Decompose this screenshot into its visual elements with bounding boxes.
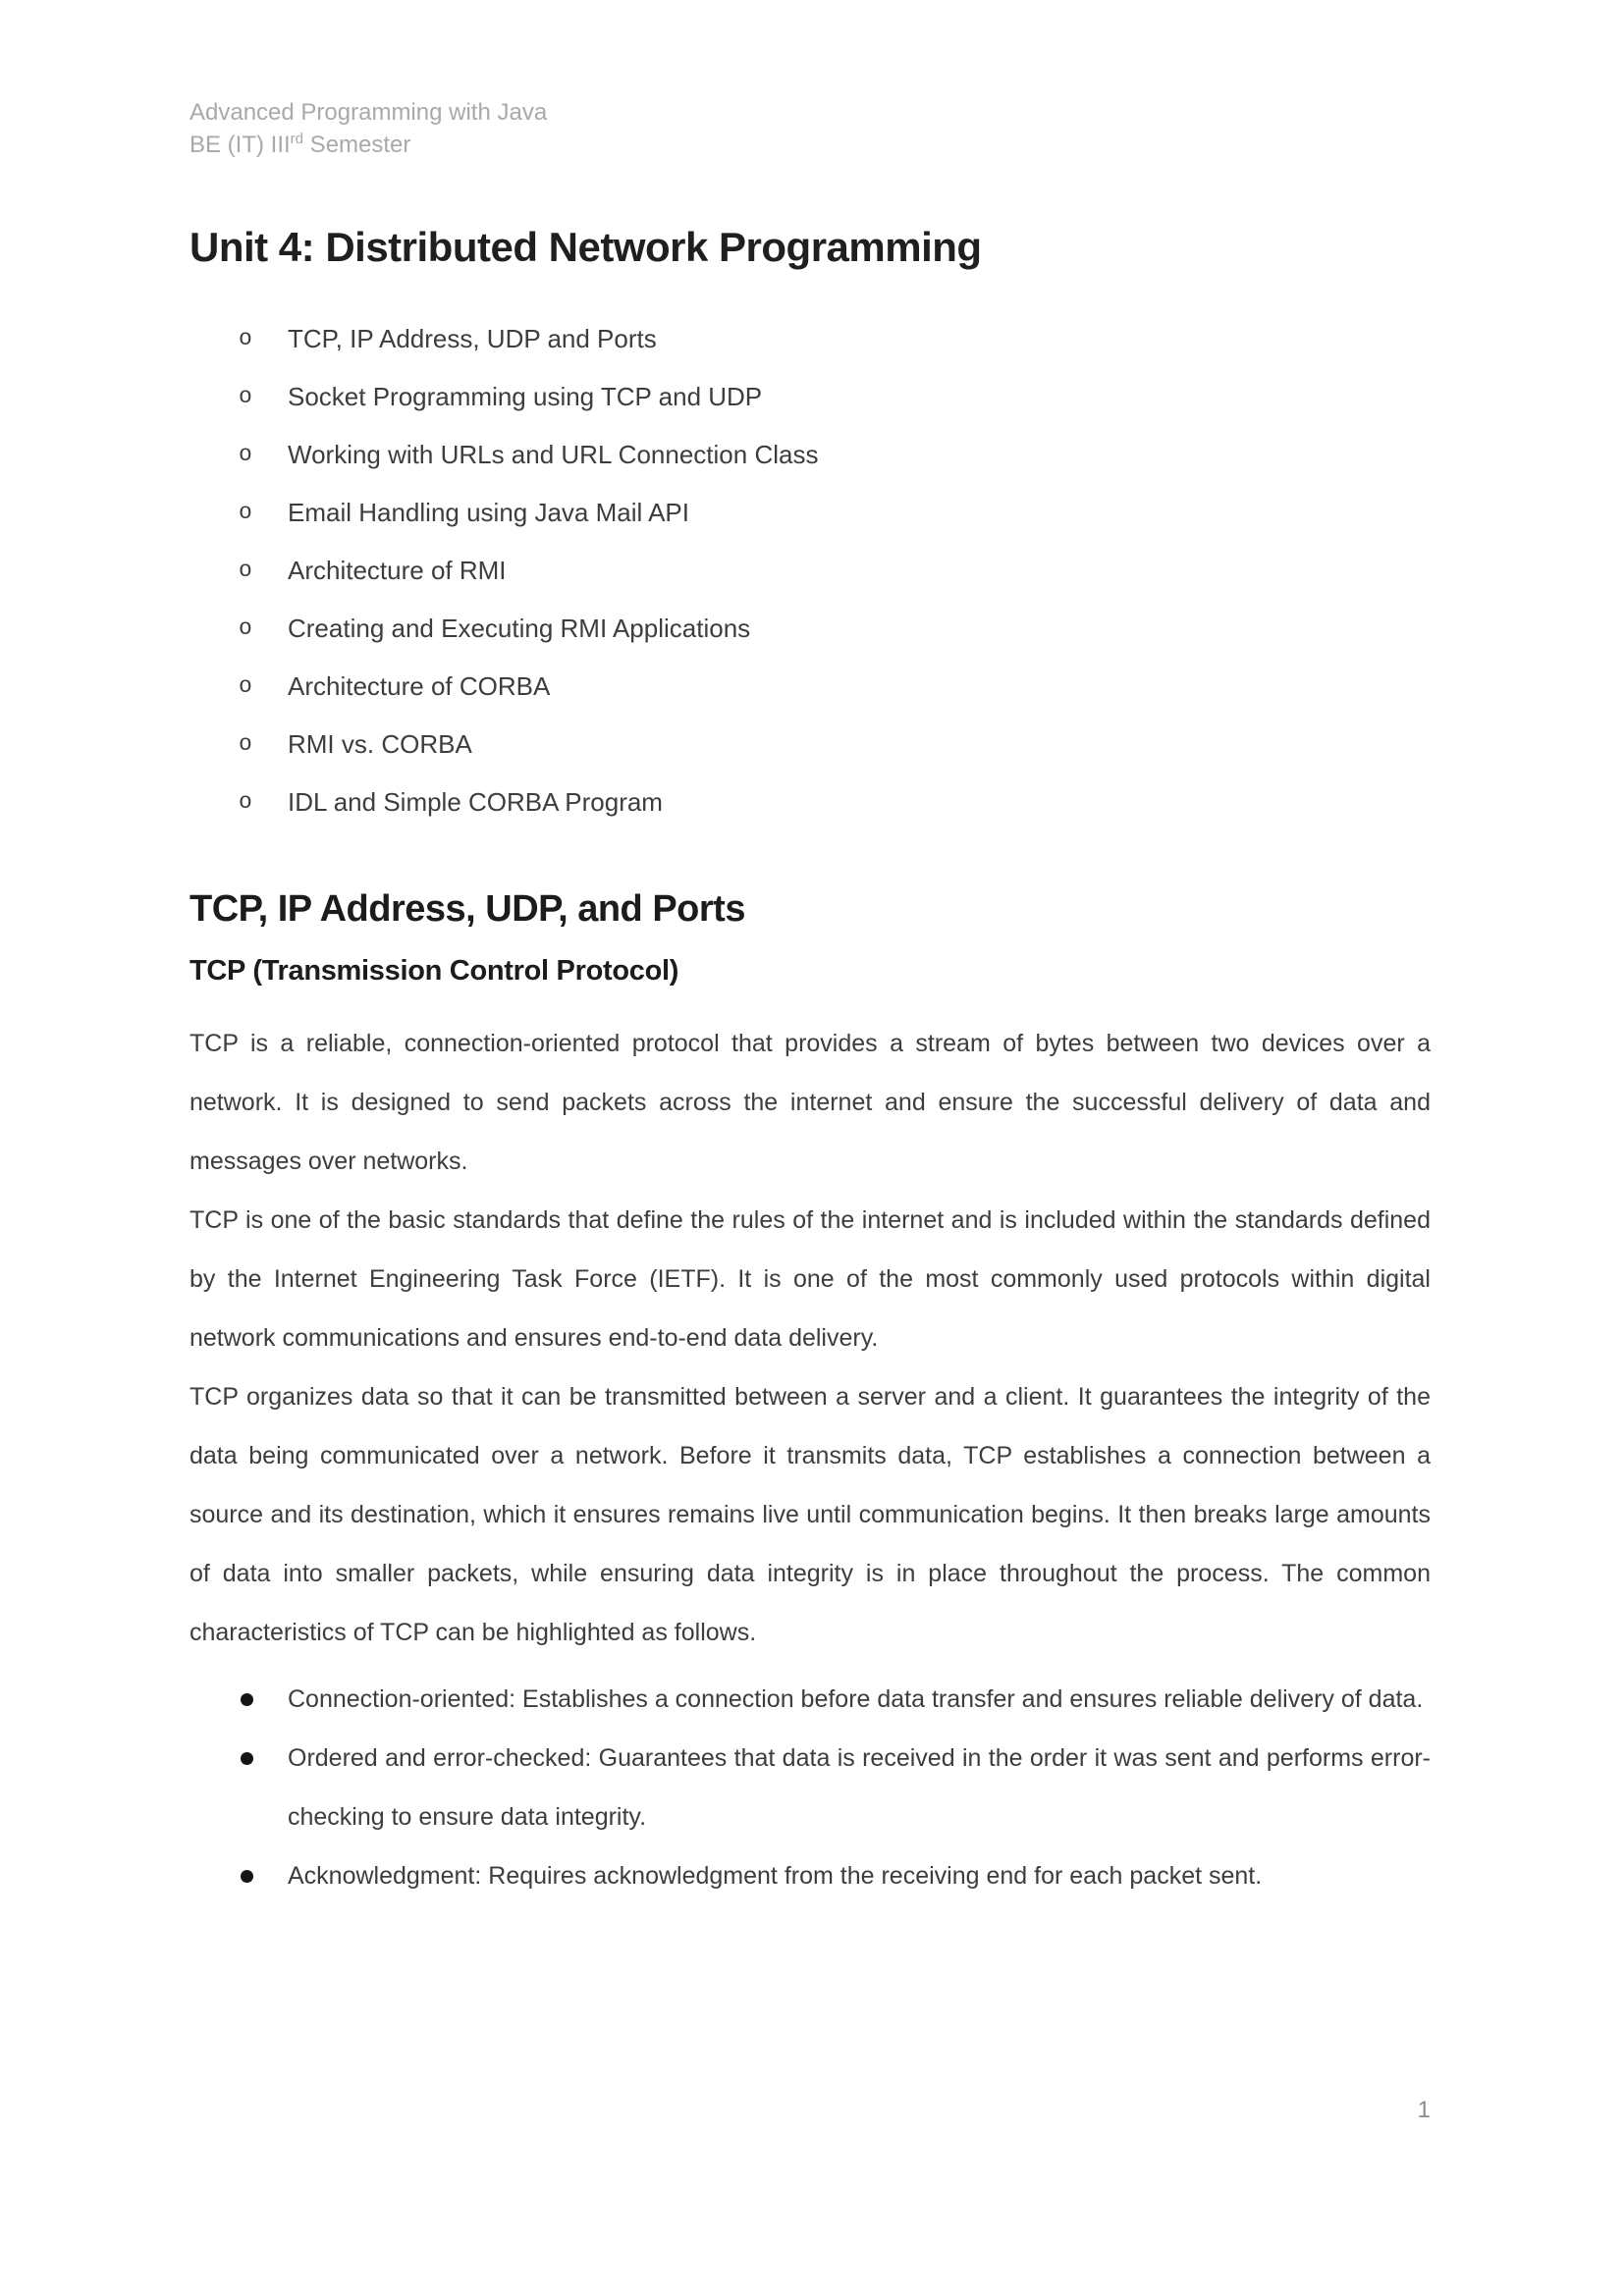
topic-list-item-label: Email Handling using Java Mail API bbox=[288, 498, 689, 527]
topic-list-item bbox=[189, 484, 1431, 542]
bullet-list-item-label: Acknowledgment: Requires acknowledgment from the receiving end for each packet sent. bbox=[288, 1862, 1263, 1890]
topic-list-item-label: Architecture of CORBA bbox=[288, 671, 551, 701]
topic-list-item bbox=[189, 368, 1431, 426]
topic-list-item-label: Working with URLs and URL Connection Class bbox=[288, 440, 819, 469]
circle-bullet-marker: o bbox=[239, 442, 252, 467]
semester-rest: Semester bbox=[303, 132, 411, 158]
section-subheading: TCP (Transmission Control Protocol) bbox=[189, 955, 679, 987]
section-body bbox=[189, 1014, 1431, 1662]
topic-list-item bbox=[189, 426, 1431, 484]
characteristics-list bbox=[189, 1670, 1431, 1905]
circle-bullet-marker: o bbox=[239, 673, 252, 699]
topic-list-item-label: Socket Programming using TCP and UDP bbox=[288, 382, 763, 411]
disc-bullet-marker bbox=[241, 1693, 253, 1706]
bullet-list-item bbox=[189, 1846, 1431, 1905]
topic-list bbox=[189, 310, 1431, 831]
section-heading: TCP, IP Address, UDP, and Ports bbox=[189, 888, 745, 930]
semester-line bbox=[189, 129, 1431, 161]
disc-bullet-marker bbox=[241, 1870, 253, 1883]
circle-bullet-marker: o bbox=[239, 558, 252, 583]
topic-list-item bbox=[189, 774, 1431, 831]
page-header bbox=[189, 96, 1431, 161]
topic-list-item bbox=[189, 310, 1431, 368]
semester-base: BE (IT) III bbox=[189, 132, 291, 158]
topic-list-item bbox=[189, 658, 1431, 716]
circle-bullet-marker: o bbox=[239, 789, 252, 815]
circle-bullet-marker: o bbox=[239, 500, 252, 525]
circle-bullet-marker: o bbox=[239, 615, 252, 641]
semester-superscript: rd bbox=[290, 131, 304, 147]
bullet-list-item bbox=[189, 1670, 1431, 1729]
topic-list-item-label: Architecture of RMI bbox=[288, 556, 507, 585]
circle-bullet-marker: o bbox=[239, 326, 252, 351]
topic-list-item-label: Creating and Executing RMI Applications bbox=[288, 614, 751, 643]
topic-list-item-label: RMI vs. CORBA bbox=[288, 729, 472, 759]
bullet-list-item bbox=[189, 1729, 1431, 1846]
body-paragraph: TCP is one of the basic standards that define the rules of the internet and is included within the standards defined by the Internet Engineering Task Force (IETF). It is one of the most commonly used protocols within digital network communications and ensures end-to-end data delivery. bbox=[189, 1206, 1431, 1352]
bullet-list-item-label: Ordered and error-checked: Guarantees that data is received in the order it was sent and performs error-checking to ensure data integrity. bbox=[288, 1744, 1431, 1831]
body-paragraph: TCP organizes data so that it can be transmitted between a server and a client. It guarantees the integrity of the data being communicated over a network. Before it transmits data, TCP establishes a connection between a source and its destination, which it ensures remains live until communication begins. It then breaks large amounts of data into smaller packets, while ensuring data integrity is in place throughout the process. The common characteristics of TCP can be highlighted as follows. bbox=[189, 1383, 1431, 1646]
topic-list-item-label: TCP, IP Address, UDP and Ports bbox=[288, 324, 657, 353]
topic-list-item-label: IDL and Simple CORBA Program bbox=[288, 787, 663, 817]
course-title-line: Advanced Programming with Java bbox=[189, 99, 548, 126]
topic-list-item bbox=[189, 716, 1431, 774]
bullet-list-item-label: Connection-oriented: Establishes a connection before data transfer and ensures reliable delivery of data. bbox=[288, 1685, 1424, 1713]
topic-list-item bbox=[189, 542, 1431, 600]
topic-list-item bbox=[189, 600, 1431, 658]
circle-bullet-marker: o bbox=[239, 731, 252, 757]
disc-bullet-marker bbox=[241, 1752, 253, 1765]
page-title: Unit 4: Distributed Network Programming bbox=[189, 224, 982, 270]
body-paragraph: TCP is a reliable, connection-oriented protocol that provides a stream of bytes between two devices over a network. It is designed to send packets across the internet and ensure the successful delivery of data and messages over networks. bbox=[189, 1030, 1431, 1175]
circle-bullet-marker: o bbox=[239, 384, 252, 409]
page-number: 1 bbox=[1417, 2097, 1431, 2123]
